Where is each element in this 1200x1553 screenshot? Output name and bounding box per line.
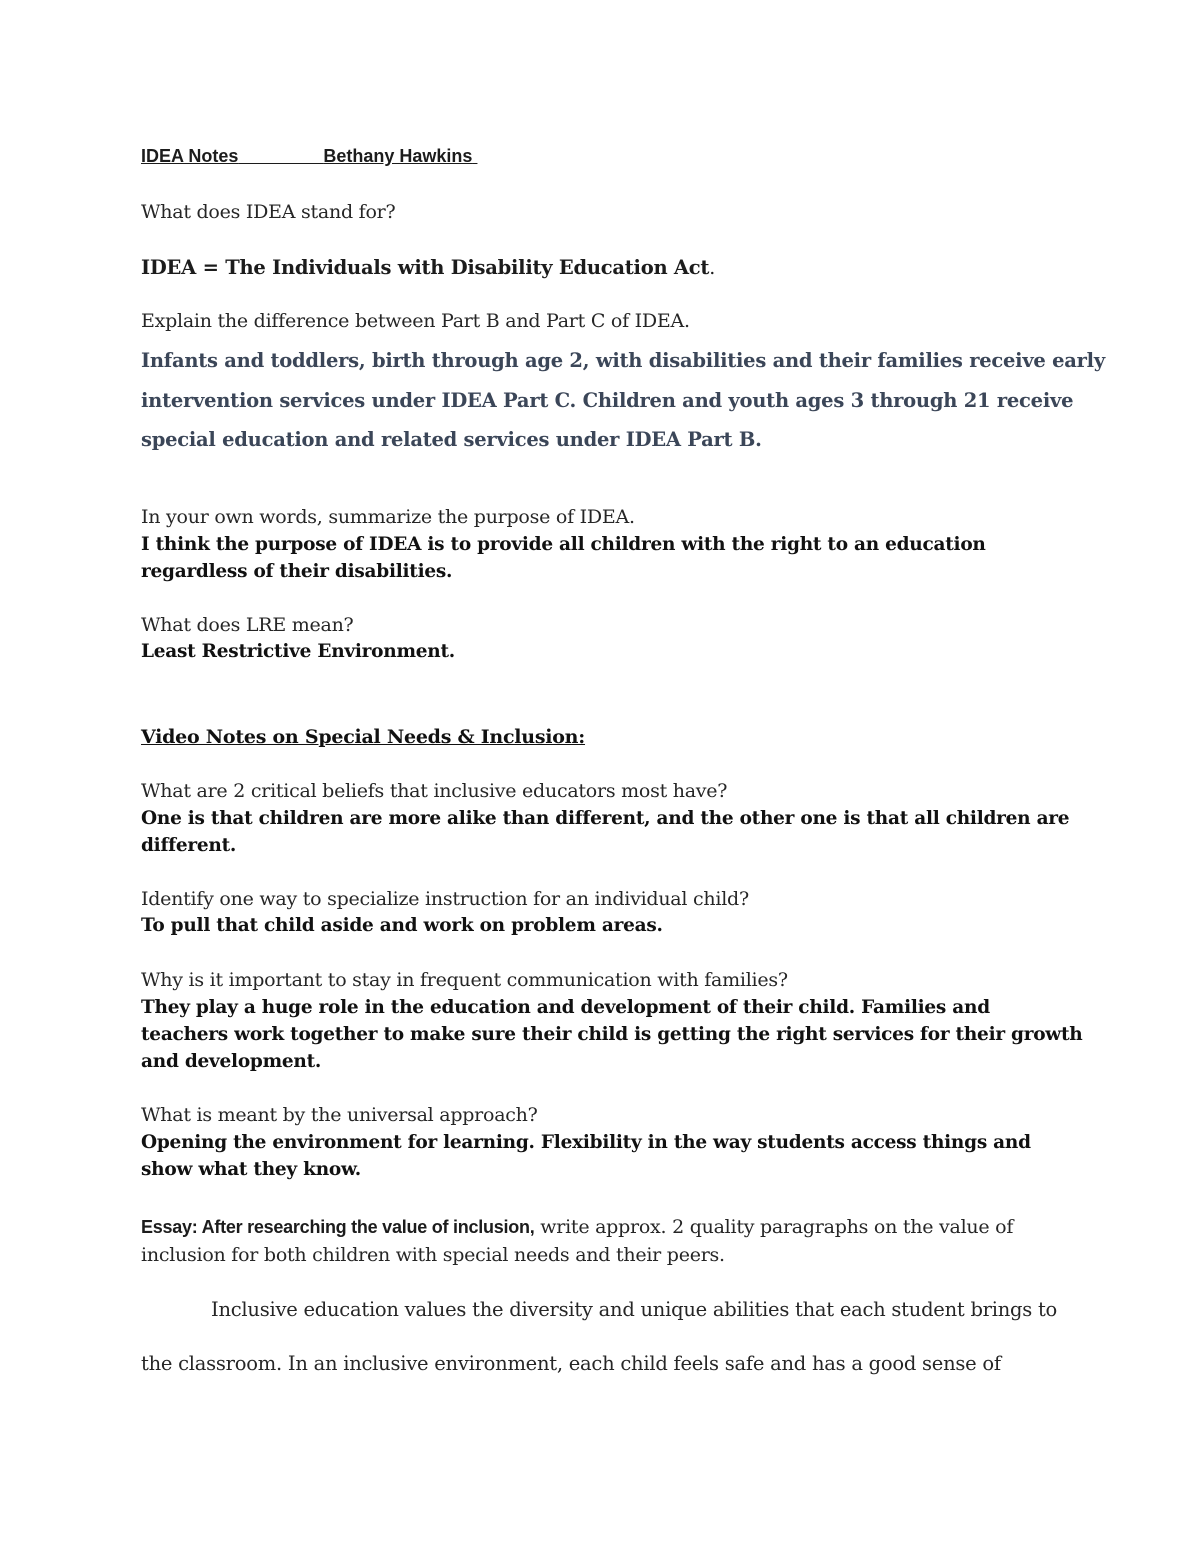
essay-body-line-2: the classroom. In an inclusive environment, each child feels safe and has a good sense of [141,1352,1001,1375]
question-specialize-instruction: Identify one way to specialize instruction for an individual child? [141,888,749,910]
question-critical-beliefs: What are 2 critical beliefs that inclusive educators most have? [141,780,728,802]
video-notes-heading: Video Notes on Special Needs & Inclusion: [141,726,586,748]
question-purpose: In your own words, summarize the purpose of IDEA. [141,506,635,528]
essay-prompt-line-1 [141,1216,1013,1239]
answer-idea-stand-for [141,256,715,280]
answer-specialize-instruction: To pull that child aside and work on problem areas. [141,915,663,936]
answer-purpose-line-2: regardless of their disabilities. [141,561,453,582]
answer-part-b-c-line-3: special education and related services under IDEA Part B. [141,428,762,451]
essay-body-line-1: Inclusive education values the diversity and unique abilities that each student brings to [211,1298,1058,1321]
essay-prompt-rest: write approx. 2 quality paragraphs on the value of [534,1216,1014,1238]
answer-purpose-line-1: I think the purpose of IDEA is to provide all children with the right to an education [141,534,986,555]
question-part-b-c: Explain the difference between Part B and Part C of IDEA. [141,310,690,332]
header-spacer [238,146,323,166]
answer-universal-approach-line-2: show what they know. [141,1159,361,1180]
answer-family-communication-line-1: They play a huge role in the education and development of their child. Families and [141,997,990,1018]
essay-prompt-line-2: inclusion for both children with special needs and their peers. [141,1244,725,1266]
author-name: Bethany Hawkins [323,146,473,166]
answer-family-communication-line-3: and development. [141,1051,322,1072]
question-family-communication: Why is it important to stay in frequent communication with families? [141,969,788,991]
question-idea-stand-for: What does IDEA stand for? [141,201,396,223]
essay-label: Essay: After researching the value of inclusion, [141,1217,535,1237]
answer-part-b-c-line-1: Infants and toddlers, birth through age 2, with disabilities and their families receive early [141,349,1105,372]
answer-family-communication-line-2: teachers work together to make sure their child is getting the right services for their growth [141,1024,1083,1045]
question-universal-approach: What is meant by the universal approach? [141,1104,538,1126]
answer-idea-stand-for-text: IDEA = The Individuals with Disability Education Act [141,256,710,279]
answer-idea-period: . [709,257,715,279]
answer-part-b-c-line-2: intervention services under IDEA Part C. Children and youth ages 3 through 21 receive [141,389,1074,412]
question-lre: What does LRE mean? [141,614,354,636]
answer-critical-beliefs-line-2: different. [141,835,237,856]
answer-critical-beliefs-line-1: One is that children are more alike than different, and the other one is that all children are [141,808,1070,829]
document-header [141,146,477,168]
answer-lre: Least Restrictive Environment. [141,641,455,662]
document-title: IDEA Notes [141,146,239,166]
answer-universal-approach-line-1: Opening the environment for learning. Flexibility in the way students access things and [141,1132,1031,1153]
